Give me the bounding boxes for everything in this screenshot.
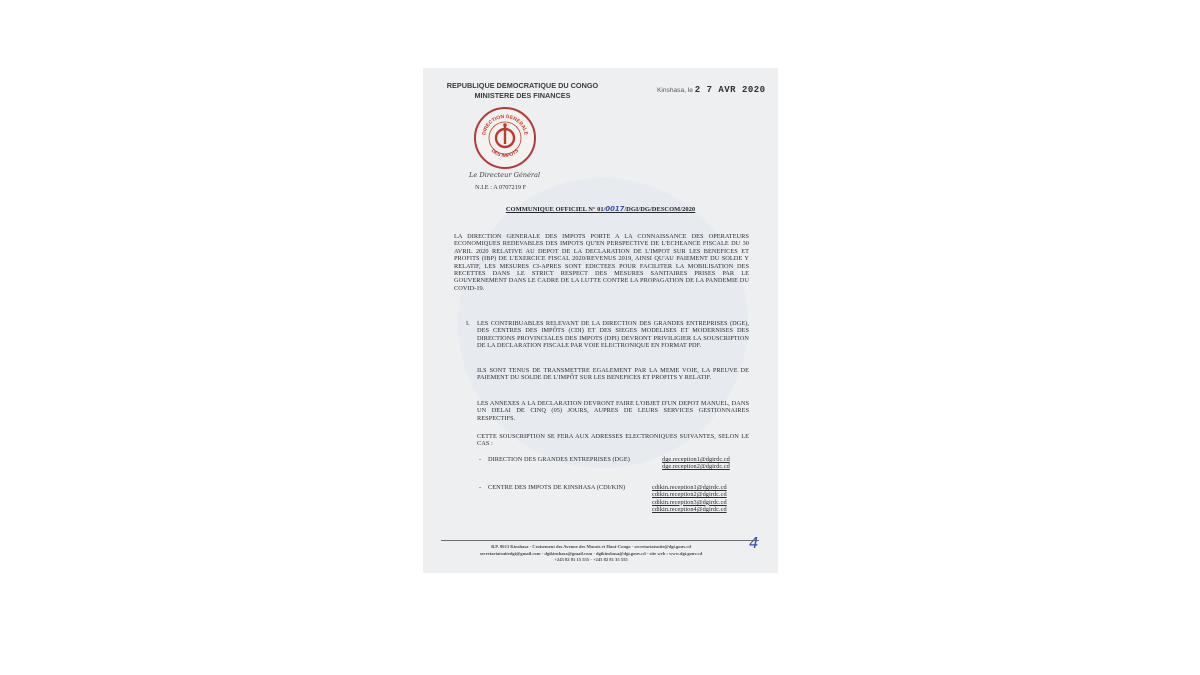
footer-divider <box>441 540 759 541</box>
footer <box>431 544 751 564</box>
dge-label: DIRECTION DES GRANDES ENTREPRISES (DGE) <box>488 456 630 463</box>
handwritten-page-number: 4 <box>749 534 759 552</box>
letterhead <box>435 81 610 100</box>
title-suffix: /DGI/DG/DESCOM/2020 <box>624 206 696 213</box>
country-name: REPUBLIQUE DEMOCRATIQUE DU CONGO <box>446 81 599 90</box>
director-signature-label: Le Directeur Général <box>469 171 541 179</box>
dgi-logo <box>474 107 536 169</box>
title-prefix: COMMUNIQUE OFFICIEL N° 01/ <box>505 206 606 213</box>
dge-dash: - <box>479 456 482 463</box>
email-link[interactable]: dge.reception1@dgirdc.cd <box>662 456 730 463</box>
dge-email-list <box>662 456 730 471</box>
cdi-label: CENTRE DES IMPOTS DE KINSHASA (CDI/KIN) <box>488 484 626 491</box>
nie-number: N.I.E : A 0707219 F <box>475 184 527 191</box>
place-date <box>657 85 766 95</box>
email-link[interactable]: cdikin.reception4@dgirdc.cd <box>652 506 727 514</box>
footer-phones: +243 82 81 15 555 - +243 82 81 35 555 <box>554 557 628 563</box>
handwritten-number: 0017 <box>605 205 625 213</box>
email-link[interactable]: cdikin.reception1@dgirdc.cd <box>652 484 727 491</box>
email-link[interactable]: dge.reception2@dgirdc.cd <box>662 463 730 471</box>
footer-address: B.P. 8613 Kinshasa - Croisement des Avenue des Marais et Haut-Congo - secretariatsuite@dgi.gouv.cd <box>491 544 691 549</box>
section-paragraph-4: CETTE SOUSCRIPTION SE FERA AUX ADRESSES ELECTRONIQUES SUIVANTES, SELON LE CAS : <box>477 433 749 448</box>
document-page <box>423 68 778 573</box>
section-number: I. <box>466 320 470 327</box>
place-label: Kinshasa, le <box>657 87 693 94</box>
section-paragraph-2: ILS SONT TENUS DE TRANSMETTRE EGALEMENT PAR LA MEME VOIE, LA PREUVE DE PAIEMENT DU SOLDE DE L'IMPÔT SUR LES BENEFICES ET PROFITS Y RELATIF. <box>477 367 749 382</box>
communique-title <box>423 205 778 213</box>
cdi-email-list <box>652 484 727 514</box>
cdi-dash: - <box>479 484 482 491</box>
dgi-emblem-icon <box>496 123 514 147</box>
section-paragraph-3: LES ANNEXES A LA DECLARATION DEVRONT FAIRE L'OBJET D'UN DEPOT MANUEL, DANS UN DELAI DE CINQ (05) JOURS, AUPRES DE LEURS SERVICES GESTIONNAIRES RESPECTIFS. <box>477 400 749 422</box>
ministry-name: MINISTERE DES FINANCES <box>474 90 571 100</box>
svg-text:DES IMPOTS <box>490 148 521 160</box>
intro-paragraph: LA DIRECTION GENERALE DES IMPOTS PORTE A LA CONNAISSANCE DES OPERATEURS ECONOMIQUES REDEVABLES DES IMPOTS QU'EN PERSPECTIVE DE L'ECHEANCE FISCALE DU 30 AVRIL 2020 RELATIVE AU DEPOT DE LA DECLARATION DE L'IMPOT SUR LES BENEFICES ET PROFITS (IBP) DE L'EXERCICE FISCAL 2020/REVENUS 2019, AINSI QU'AU PAIEMENT DU SOLDE Y RELATIF, LES MESURES CI-APRES SONT EDICTEES POUR FACILITER LA MOBILISATION DES RECETTES DANS LE STRICT RESPECT DES MESURES SANITAIRES PRISES PAR LE GOUVERNEMENT DANS LE CADRE DE LA LUTTE CONTRE LA PROPAGATION DE LA PANDEMIE DU COVID-19. <box>454 233 749 292</box>
handwritten-date: 2 7 AVR 2020 <box>694 85 766 95</box>
email-link[interactable]: cdikin.reception3@dgirdc.cd <box>652 498 727 506</box>
email-link[interactable]: cdikin.reception2@dgirdc.cd <box>652 491 727 499</box>
logo-ring-bottom: DES IMPOTS <box>489 147 521 160</box>
logo-ring-top: DIRECTION GENERALE <box>481 113 529 136</box>
section-paragraph-1: LES CONTRIBUABLES RELEVANT DE LA DIRECTION DES GRANDES ENTREPRISES (DGE), DES CENTRES DES IMPÔTS (CDI) ET DES SIEGES MODELISES ET MODERNISES DES DIRECTIONS PROVINCIALES DES IMPOTS (DPI) DEVRONT PRIVILIGIER LA SOUSCRIPTION DE LA DECLARATION FISCALE PAR VOIE ELECTRONIQUE EN FORMAT PDF. <box>477 320 749 350</box>
footer-contacts: secretariatsuitedgi@gmail.com - dgikinshasa@gmail.com - dgikinshasa@dgi.gouv.cd - site web : www.dgi.gouv.cd <box>479 550 703 556</box>
